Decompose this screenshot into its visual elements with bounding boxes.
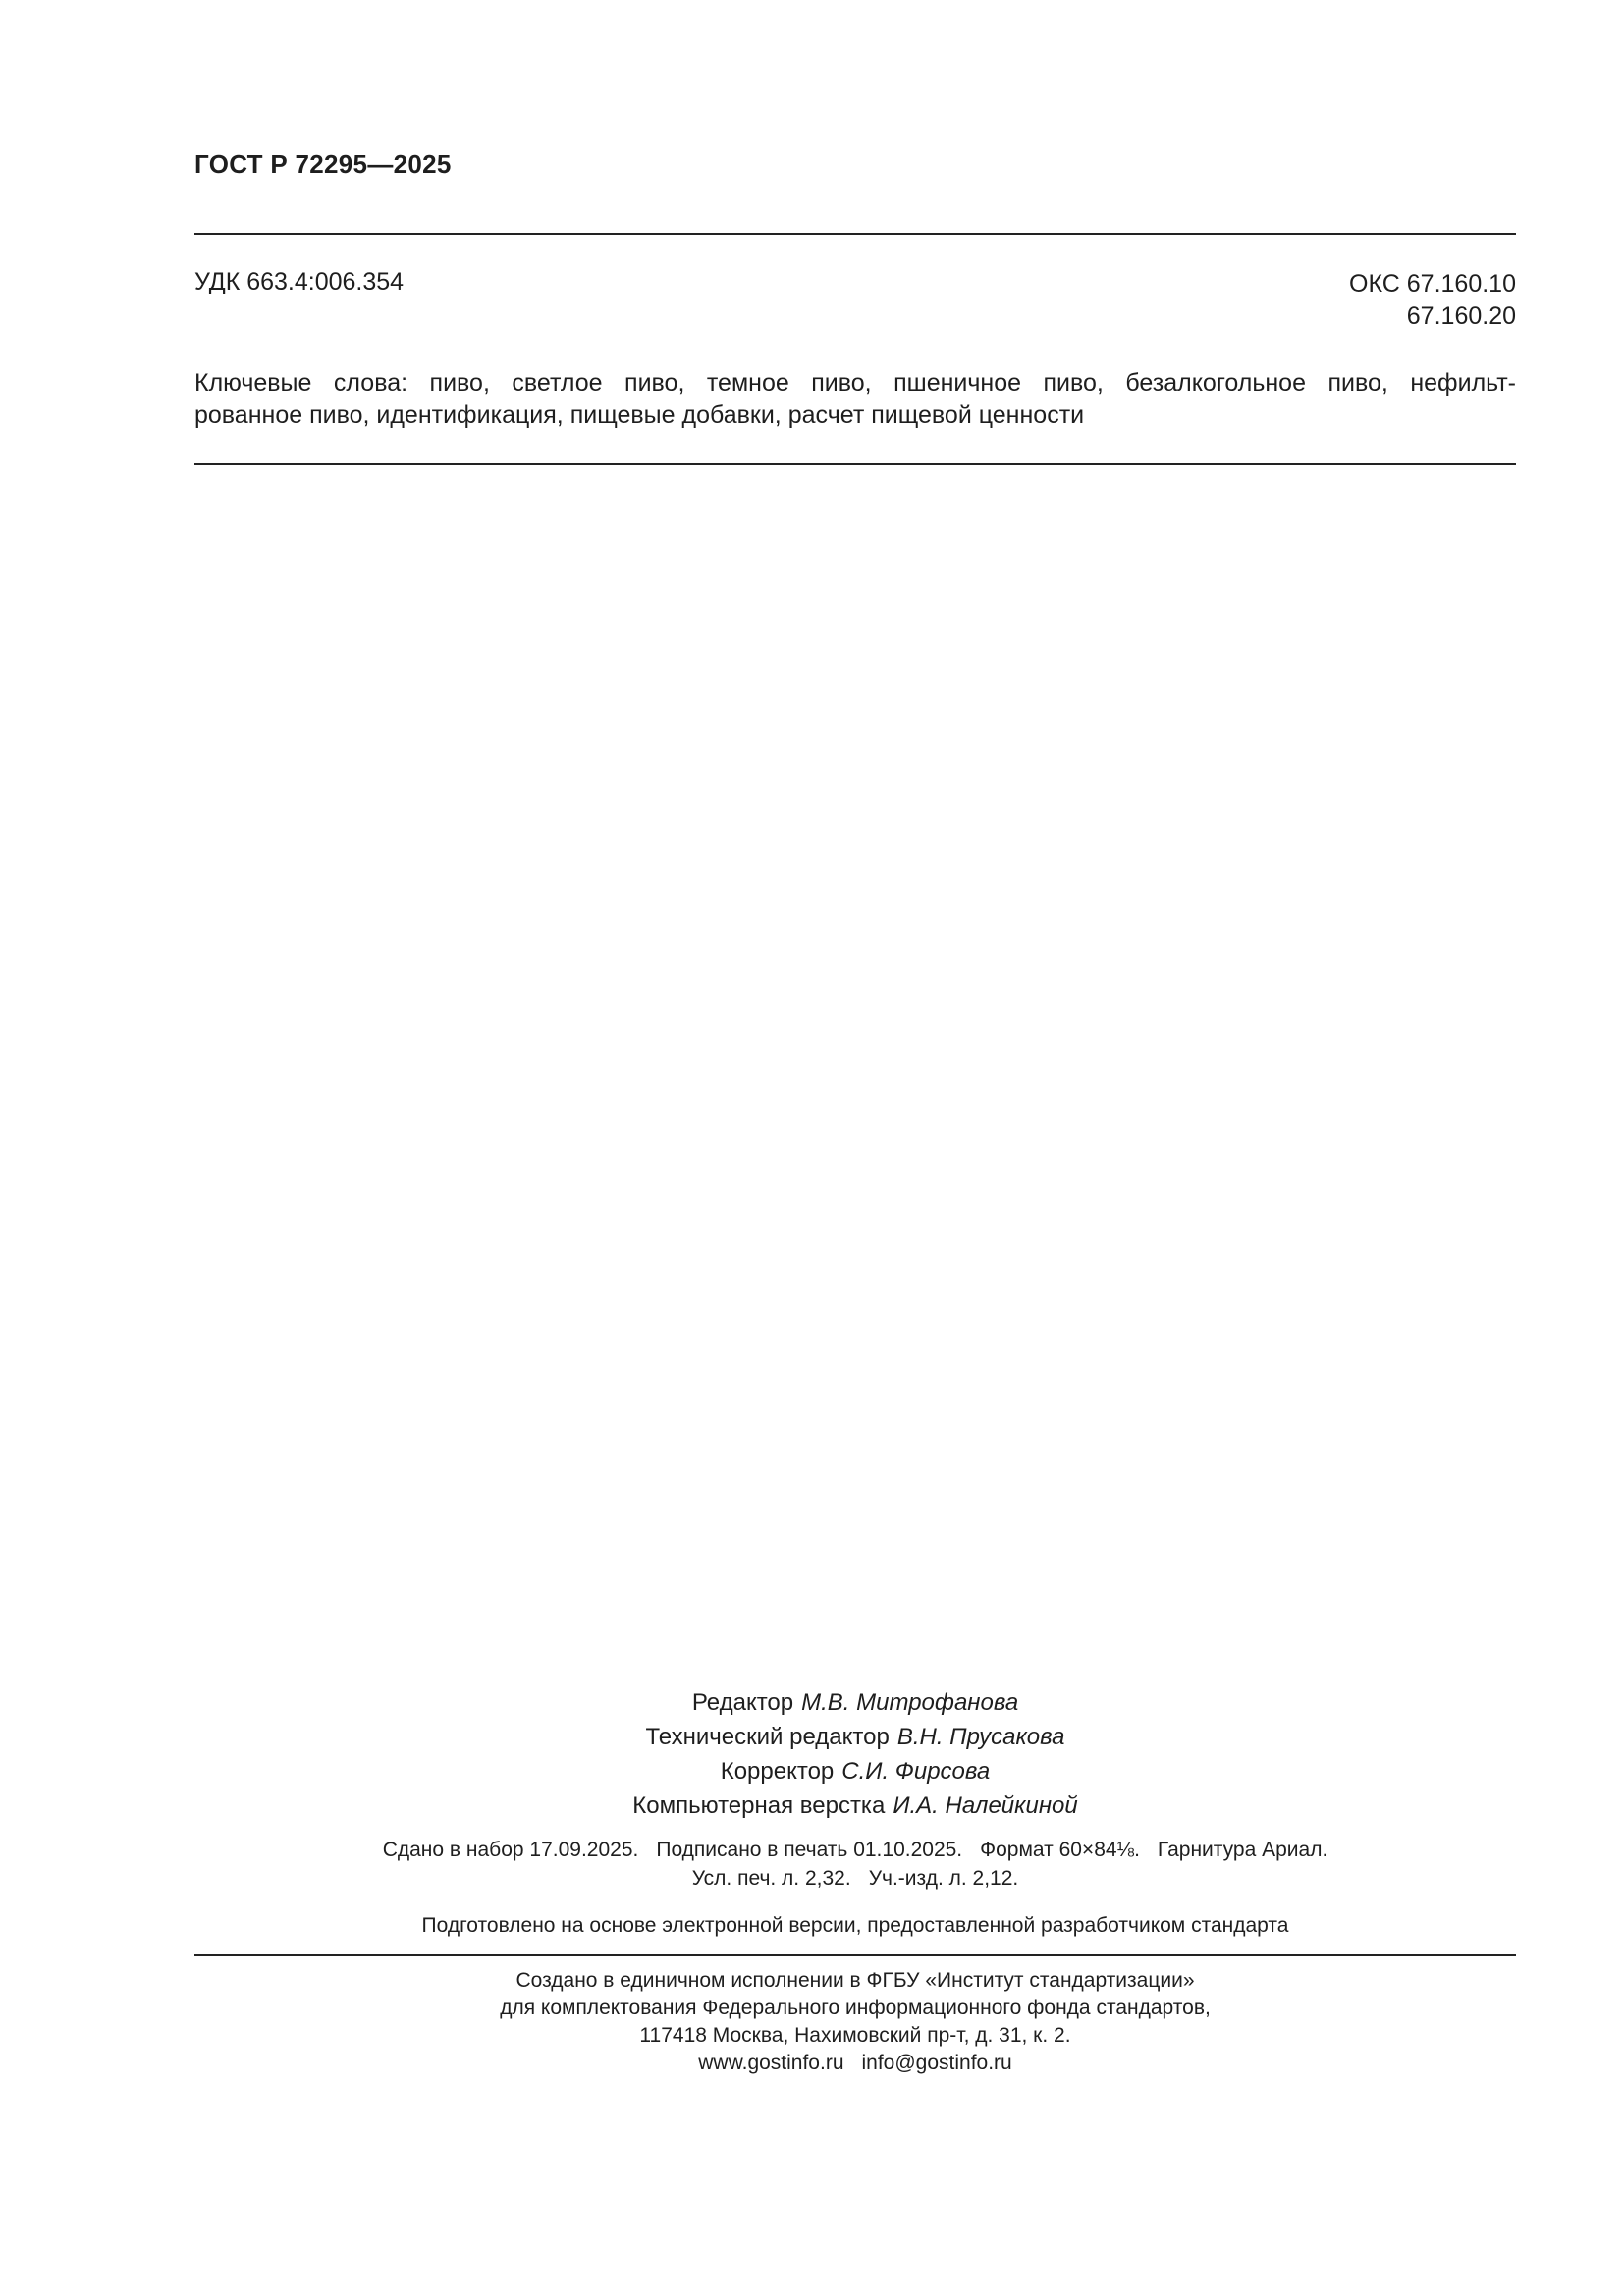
footer-address: 117418 Москва, Нахимовский пр-т, д. 31, к. 2. bbox=[639, 2024, 1071, 2047]
top-divider bbox=[194, 233, 1516, 235]
signed-date: Подписано в печать 01.10.2025. bbox=[656, 1839, 963, 1861]
typeface: Гарнитура Ариал. bbox=[1157, 1839, 1328, 1861]
typeset-date: Сдано в набор 17.09.2025. bbox=[382, 1839, 639, 1861]
bottom-divider bbox=[194, 1954, 1516, 1956]
publishing-sheets: Уч.-изд. л. 2,12. bbox=[868, 1867, 1019, 1890]
keywords-block bbox=[194, 367, 1516, 432]
footer-contacts bbox=[194, 2050, 1516, 2077]
credit-name: И.А. Налейкиной bbox=[893, 1792, 1078, 1819]
credit-role: Редактор bbox=[691, 1689, 794, 1716]
print-info-line-1 bbox=[194, 1836, 1516, 1864]
credit-layout bbox=[194, 1789, 1516, 1823]
credit-role: Компьютерная верстка bbox=[632, 1792, 886, 1819]
footer-line-2: для комплектования Федерального информационного фонда стандартов, bbox=[500, 1997, 1211, 2019]
keywords-line-1: Ключевые слова: пиво, светлое пиво, темное пиво, пшеничное пиво, безалкогольное пиво, нефильт- bbox=[194, 369, 1516, 397]
credit-name: С.И. Фирсова bbox=[841, 1758, 991, 1785]
oks-code-1: ОКС 67.160.10 bbox=[1349, 270, 1516, 297]
credit-editor bbox=[194, 1685, 1516, 1720]
print-sheets: Усл. печ. л. 2,32. bbox=[691, 1867, 851, 1890]
credit-tech-editor bbox=[194, 1720, 1516, 1754]
credit-role: Корректор bbox=[720, 1758, 835, 1785]
oks-code-2: 67.160.20 bbox=[1406, 302, 1516, 330]
credit-name: М.В. Митрофанова bbox=[801, 1689, 1019, 1716]
credit-corrector bbox=[194, 1754, 1516, 1789]
print-info-line-2 bbox=[194, 1864, 1516, 1893]
oks-codes bbox=[1349, 268, 1516, 333]
footer-line-1: Создано в единичном исполнении в ФГБУ «Институт стандартизации» bbox=[515, 1969, 1195, 1992]
credits-block bbox=[194, 1685, 1516, 1823]
document-code: ГОСТ Р 72295—2025 bbox=[194, 149, 452, 179]
credit-name: В.Н. Прусакова bbox=[896, 1724, 1065, 1750]
website-link[interactable]: www.gostinfo.ru bbox=[698, 2052, 844, 2074]
email-link[interactable]: info@gostinfo.ru bbox=[861, 2052, 1012, 2074]
print-info-block bbox=[194, 1836, 1516, 1893]
prepared-note: Подготовлено на основе электронной версии, предоставленной разработчиком стандарта bbox=[421, 1914, 1289, 1937]
credit-role: Технический редактор bbox=[645, 1724, 890, 1750]
keywords-line-2: рованное пиво, идентификация, пищевые добавки, расчет пищевой ценности bbox=[194, 401, 1085, 429]
udk-code: УДК 663.4:006.354 bbox=[194, 268, 405, 295]
publisher-footer bbox=[194, 1967, 1516, 2077]
middle-divider bbox=[194, 463, 1516, 465]
paper-format: Формат 60×84⅛. bbox=[980, 1839, 1140, 1861]
